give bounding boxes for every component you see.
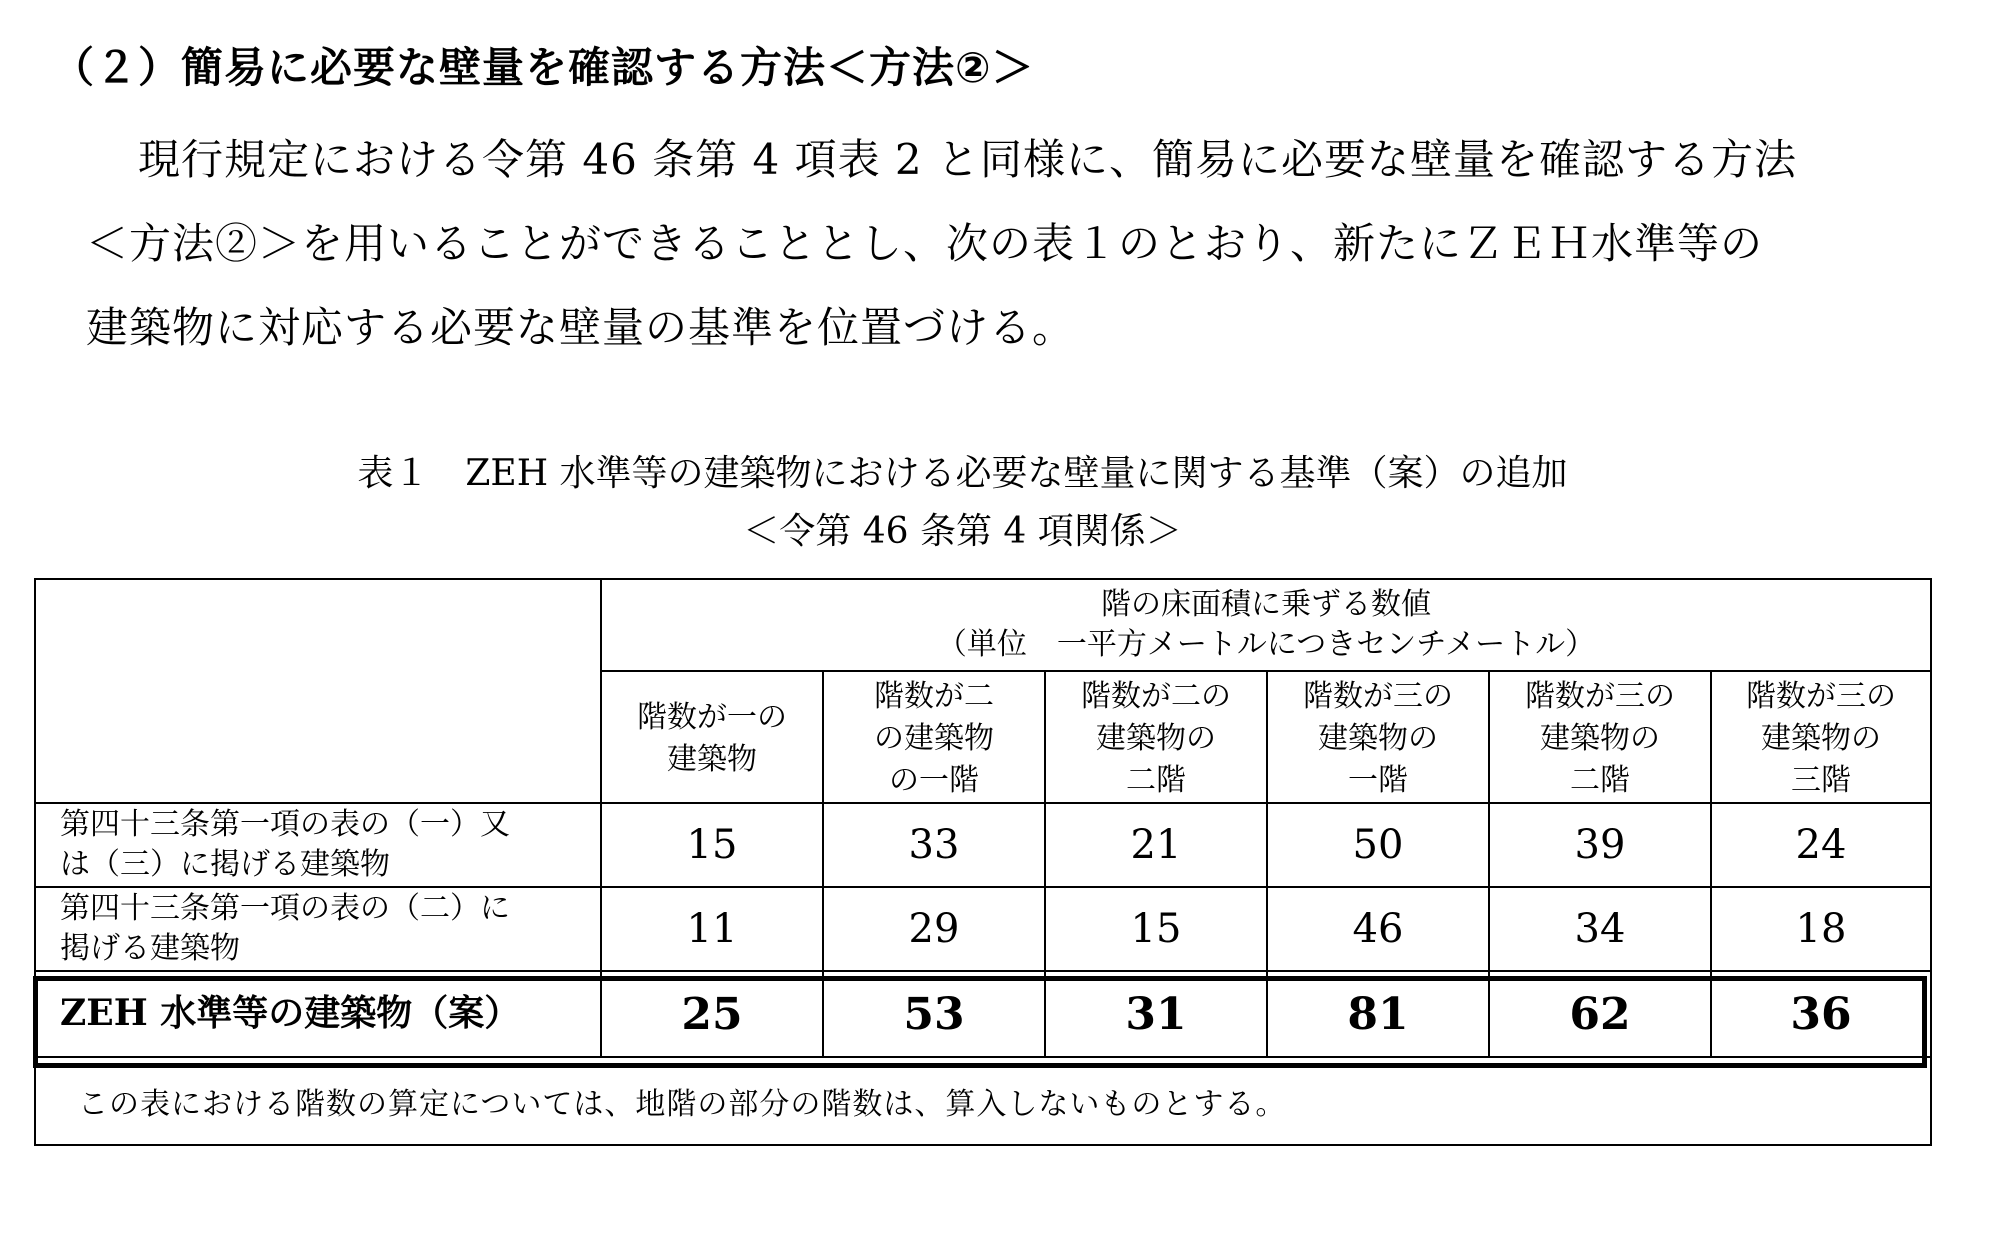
zeh-row — [35, 971, 1931, 1057]
body-paragraph — [86, 118, 1991, 370]
wall-quantity-table — [34, 578, 1932, 1146]
group-header-unit: （単位 一平方メートルにつきセンチメートル） — [936, 627, 1596, 662]
value-cell: 29 — [823, 887, 1045, 971]
column-header: 階数が二 の建築物 の一階 — [823, 671, 1045, 803]
column-header: 階数が三の 建築物の 一階 — [1267, 671, 1489, 803]
value-cell: 18 — [1711, 887, 1931, 971]
table-footnote: この表における階数の算定については、地階の部分の階数は、算入しないものとする。 — [35, 1057, 1931, 1145]
row-label: 第四十三条第一項の表の（一）又 は（三）に掲げる建築物 — [35, 803, 601, 887]
paragraph-line: 現行規定における令第 46 条第 4 項表 2 と同様に、簡易に必要な壁量を確認する方法 — [138, 135, 1797, 184]
table-row — [35, 887, 1931, 971]
paragraph-line: 建築物に対応する必要な壁量の基準を位置づける。 — [86, 303, 1076, 352]
value-cell: 31 — [1045, 971, 1267, 1057]
value-cell: 81 — [1267, 971, 1489, 1057]
column-header: 階数が三の 建築物の 三階 — [1711, 671, 1931, 803]
paragraph-line: ＜方法②＞を用いることができることとし、次の表１のとおり、新たにＺＥＨ水準等の — [86, 219, 1764, 268]
value-cell: 39 — [1489, 803, 1711, 887]
section-heading: （２）簡易に必要な壁量を確認する方法＜方法②＞ — [52, 43, 1035, 92]
table-corner-cell — [35, 579, 601, 803]
value-cell: 34 — [1489, 887, 1711, 971]
table-row — [35, 803, 1931, 887]
table-caption: 表１ ZEH 水準等の建築物における必要な壁量に関する基準（案）の追加 — [357, 453, 1568, 494]
column-header: 階数が一の 建築物 — [601, 671, 823, 803]
table-subcaption: ＜令第 46 条第 4 項関係＞ — [743, 511, 1182, 552]
value-cell: 21 — [1045, 803, 1267, 887]
value-cell: 15 — [601, 803, 823, 887]
value-cell: 46 — [1267, 887, 1489, 971]
value-cell: 24 — [1711, 803, 1931, 887]
value-cell: 11 — [601, 887, 823, 971]
value-cell: 33 — [823, 803, 1045, 887]
column-header: 階数が二の 建築物の 二階 — [1045, 671, 1267, 803]
value-cell: 50 — [1267, 803, 1489, 887]
row-label: 第四十三条第一項の表の（二）に 掲げる建築物 — [35, 887, 601, 971]
group-header — [601, 579, 1931, 671]
value-cell: 53 — [823, 971, 1045, 1057]
value-cell: 62 — [1489, 971, 1711, 1057]
value-cell: 15 — [1045, 887, 1267, 971]
value-cell: 25 — [601, 971, 823, 1057]
value-cell: 36 — [1711, 971, 1931, 1057]
row-label: ZEH 水準等の建築物（案） — [35, 971, 601, 1057]
group-header-line: 階の床面積に乗ずる数値 — [1101, 587, 1431, 622]
column-header: 階数が三の 建築物の 二階 — [1489, 671, 1711, 803]
